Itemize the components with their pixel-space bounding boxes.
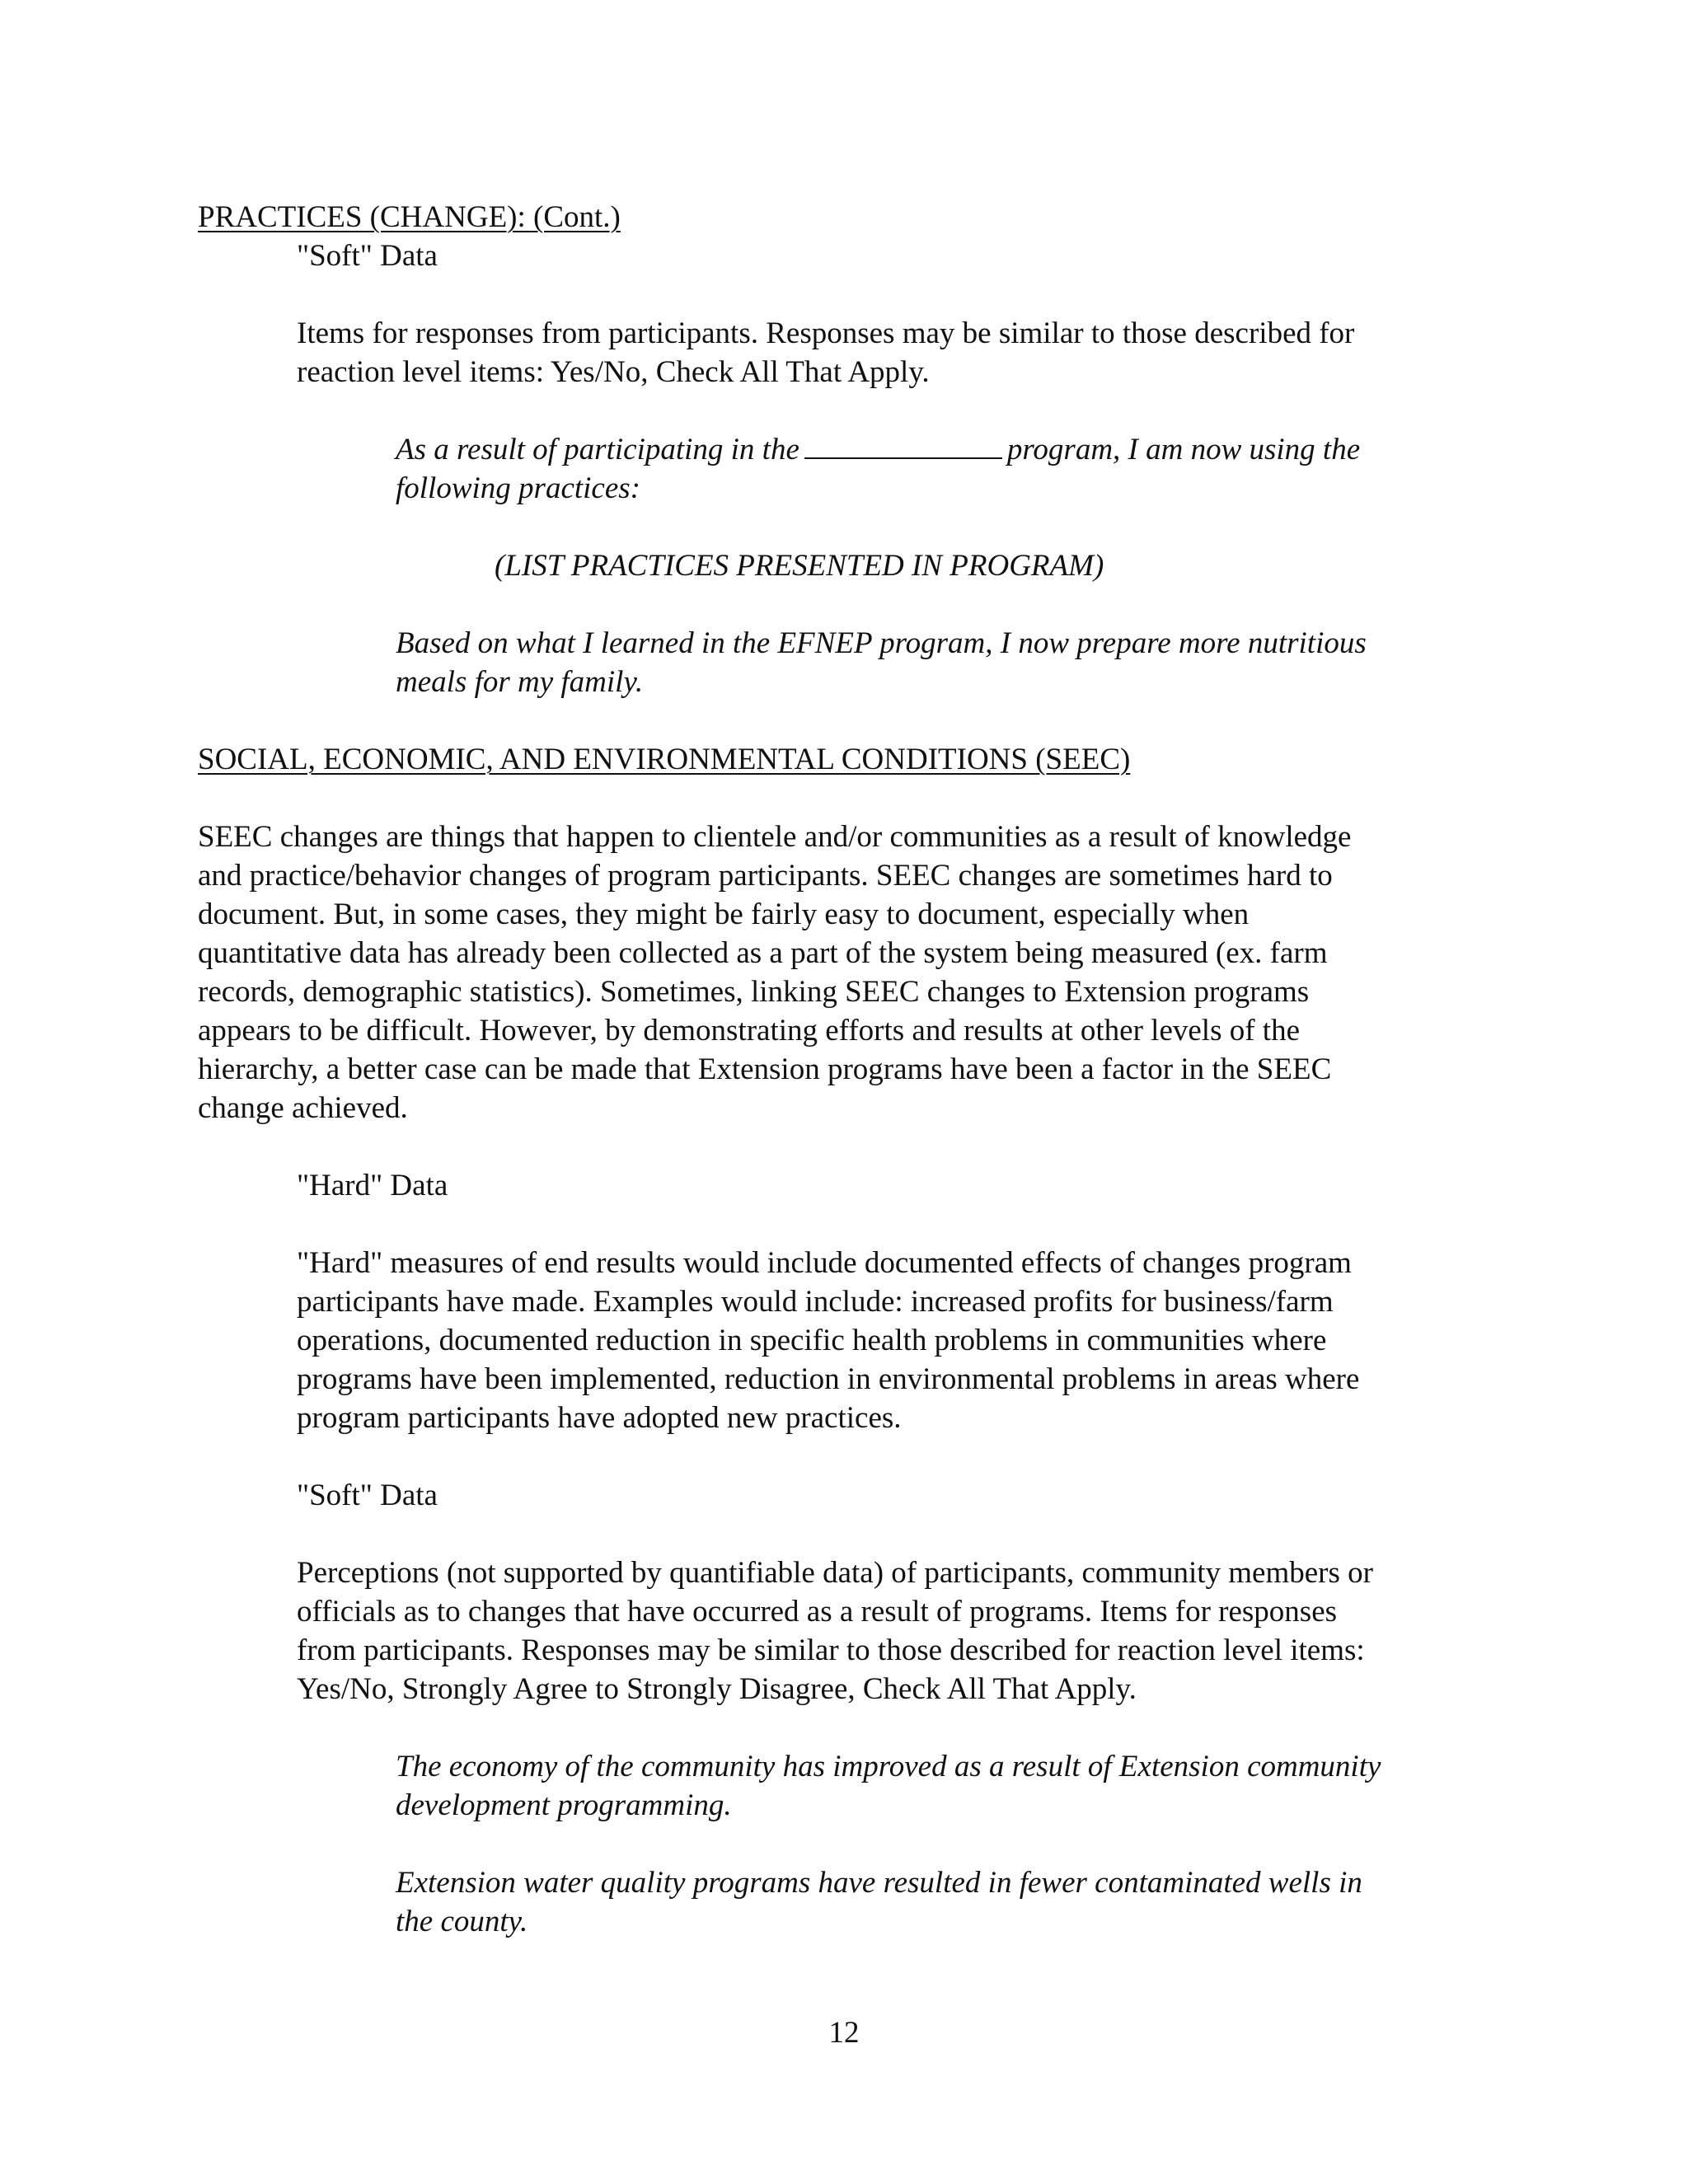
- seec-paragraph-line: appears to be difficult. However, by demonstrating efforts and results at other levels of the: [198, 1014, 1300, 1047]
- hard-data-line: program participants have adopted new practices.: [297, 1401, 902, 1435]
- practices-intro-line: reaction level items: Yes/No, Check All That Apply.: [297, 355, 930, 389]
- seec-hard-data-label: "Hard" Data: [297, 1169, 448, 1202]
- practices-soft-data-label: "Soft" Data: [297, 239, 438, 273]
- practices-heading: PRACTICES (CHANGE): (Cont.): [198, 200, 621, 234]
- hard-data-line: operations, documented reduction in specific health problems in communities where: [297, 1324, 1327, 1357]
- example-1-part-2: program, I am now using the: [1006, 433, 1361, 466]
- hard-data-line: participants have made. Examples would include: increased profits for business/farm: [297, 1285, 1334, 1319]
- practices-example-2-line: Based on what I learned in the EFNEP program, I now prepare more nutritious: [396, 626, 1367, 660]
- soft-data-line: Yes/No, Strongly Agree to Strongly Disagree, Check All That Apply.: [297, 1672, 1137, 1706]
- seec-example-4-line: Extension water quality programs have resulted in fewer contaminated wells in: [396, 1866, 1362, 1900]
- fill-in-blank: [804, 433, 1002, 459]
- seec-heading: SOCIAL, ECONOMIC, AND ENVIRONMENTAL CONDITIONS (SEEC): [198, 743, 1131, 776]
- seec-paragraph-line: and practice/behavior changes of program participants. SEEC changes are sometimes hard to: [198, 859, 1333, 893]
- example-1-part-1: As a result of participating in the: [396, 433, 799, 466]
- soft-data-line: from participants. Responses may be similar to those described for reaction level items:: [297, 1633, 1365, 1667]
- seec-paragraph-line: hierarchy, a better case can be made that Extension programs have been a factor in the SEEC: [198, 1052, 1332, 1086]
- page-number: 12: [828, 2016, 860, 2050]
- practices-example-1-line-2: following practices:: [396, 471, 640, 505]
- practices-example-1: [396, 430, 1360, 469]
- list-practices-placeholder: (LIST PRACTICES PRESENTED IN PROGRAM): [495, 549, 1104, 583]
- seec-paragraph-line: change achieved.: [198, 1091, 408, 1125]
- seec-example-3-line: development programming.: [396, 1788, 732, 1822]
- seec-paragraph-line: records, demographic statistics). Sometimes, linking SEEC changes to Extension programs: [198, 975, 1310, 1009]
- seec-example-3-line: The economy of the community has improved as a result of Extension community: [396, 1750, 1381, 1783]
- seec-soft-data-label: "Soft" Data: [297, 1479, 438, 1512]
- seec-paragraph-line: quantitative data has already been collected as a part of the system being measured (ex. farm: [198, 936, 1328, 970]
- practices-example-2-line: meals for my family.: [396, 665, 644, 699]
- hard-data-line: "Hard" measures of end results would include documented effects of changes program: [297, 1246, 1352, 1280]
- practices-intro-line: Items for responses from participants. Responses may be similar to those described for: [297, 316, 1355, 350]
- hard-data-line: programs have been implemented, reduction in environmental problems in areas where: [297, 1362, 1360, 1396]
- seec-paragraph-line: SEEC changes are things that happen to clientele and/or communities as a result of knowledge: [198, 820, 1352, 854]
- seec-example-4-line: the county.: [396, 1905, 528, 1938]
- soft-data-line: officials as to changes that have occurred as a result of programs. Items for responses: [297, 1595, 1338, 1629]
- soft-data-line: Perceptions (not supported by quantifiable data) of participants, community members or: [297, 1556, 1373, 1590]
- seec-paragraph-line: document. But, in some cases, they might be fairly easy to document, especially when: [198, 898, 1250, 931]
